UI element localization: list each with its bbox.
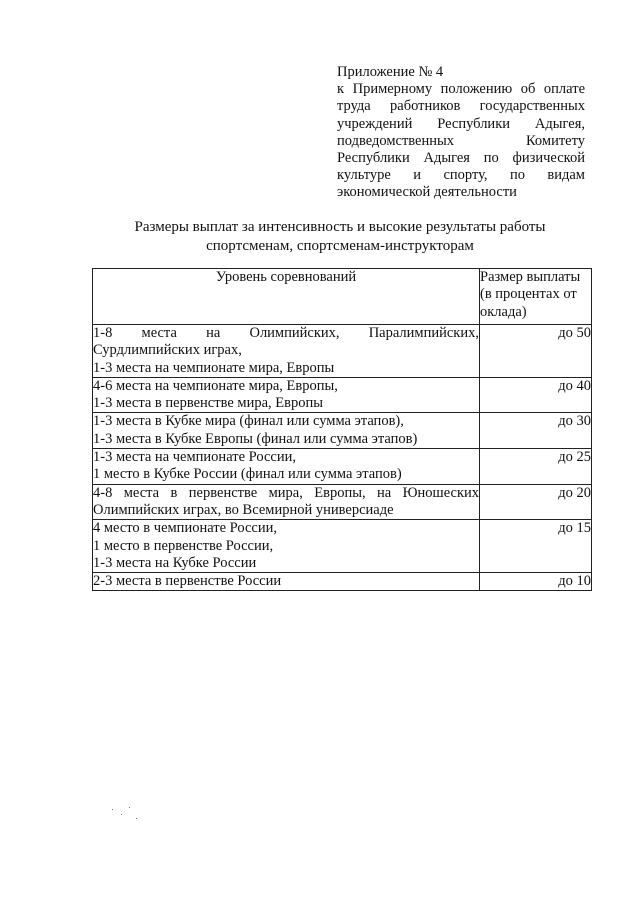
payment-size-cell: до 25: [480, 449, 592, 485]
table-row: [93, 484, 592, 520]
scan-specks: [112, 807, 140, 823]
table-row: [93, 449, 592, 485]
table-row: [93, 413, 592, 449]
title-line-1: Размеры выплат за интенсивность и высокие результаты работы: [134, 219, 546, 235]
payment-size-cell: до 30: [480, 413, 592, 449]
payments-table: [92, 268, 592, 591]
competition-level-cell: [93, 520, 480, 573]
competition-level-cell: [93, 484, 480, 520]
competition-level-line: 1-3 места в первенстве мира, Европы: [93, 395, 323, 412]
competition-level-line: 1 место в первенстве России,: [93, 537, 274, 554]
competition-level-cell: [93, 377, 480, 413]
table-row: [93, 573, 592, 591]
title-line-2: спортсменам, спортсменам-инструкторам: [206, 238, 474, 254]
competition-level-cell: [93, 413, 480, 449]
document-title: [90, 218, 590, 256]
competition-level-line: Сурдлимпийских играх,: [93, 342, 242, 359]
competition-level-line: 1-3 места на Кубке России: [93, 554, 257, 571]
competition-level-line: 4-6 места на чемпионате мира, Европы,: [93, 377, 338, 394]
header-competition-level: Уровень соревнований: [93, 269, 480, 325]
appendix-block: [337, 64, 585, 202]
competition-level-line: 2-3 места в первенстве России: [93, 573, 282, 590]
competition-level-cell: [93, 325, 480, 378]
competition-level-line: 1-3 места в Кубке мира (финал или сумма этапов),: [93, 413, 404, 430]
table-header-row: [93, 269, 592, 325]
payment-size-cell: до 40: [480, 377, 592, 413]
payment-size-cell: до 20: [480, 484, 592, 520]
competition-level-line: Олимпийских играх, во Всемирной универсиаде: [93, 501, 394, 518]
appendix-text: к Примерному положению об оплате труда работников государственных учреждений Республики Адыгея, подведомственных Комитету Республики Адыгея по физической культуре и спорту, по видам экономической деятельности: [337, 81, 585, 201]
payment-size-cell: до 15: [480, 520, 592, 573]
competition-level-line: 1-3 места на чемпионате России,: [93, 449, 296, 466]
competition-level-line: 1-8 места на Олимпийских, Паралимпийских,: [93, 325, 479, 341]
table-row: [93, 377, 592, 413]
competition-level-line: 1 место в Кубке России (финал или сумма этапов): [93, 466, 402, 483]
competition-level-line: 4 место в чемпионате России,: [93, 520, 277, 537]
table-row: [93, 520, 592, 573]
payment-size-cell: до 50: [480, 325, 592, 378]
competition-level-line: 1-3 места в Кубке Европы (финал или сумма этапов): [93, 430, 418, 447]
header-payment-size: Размер выплаты (в процентах от оклада): [480, 269, 592, 325]
competition-level-cell: [93, 449, 480, 485]
competition-level-line: 1-3 места на чемпионате мира, Европы: [93, 359, 335, 376]
table-row: [93, 325, 592, 378]
appendix-number: Приложение № 4: [337, 64, 444, 80]
competition-level-line: 4-8 места в первенстве мира, Европы, на Юношеских: [93, 484, 479, 501]
payment-size-cell: до 10: [480, 573, 592, 591]
competition-level-cell: [93, 573, 480, 591]
